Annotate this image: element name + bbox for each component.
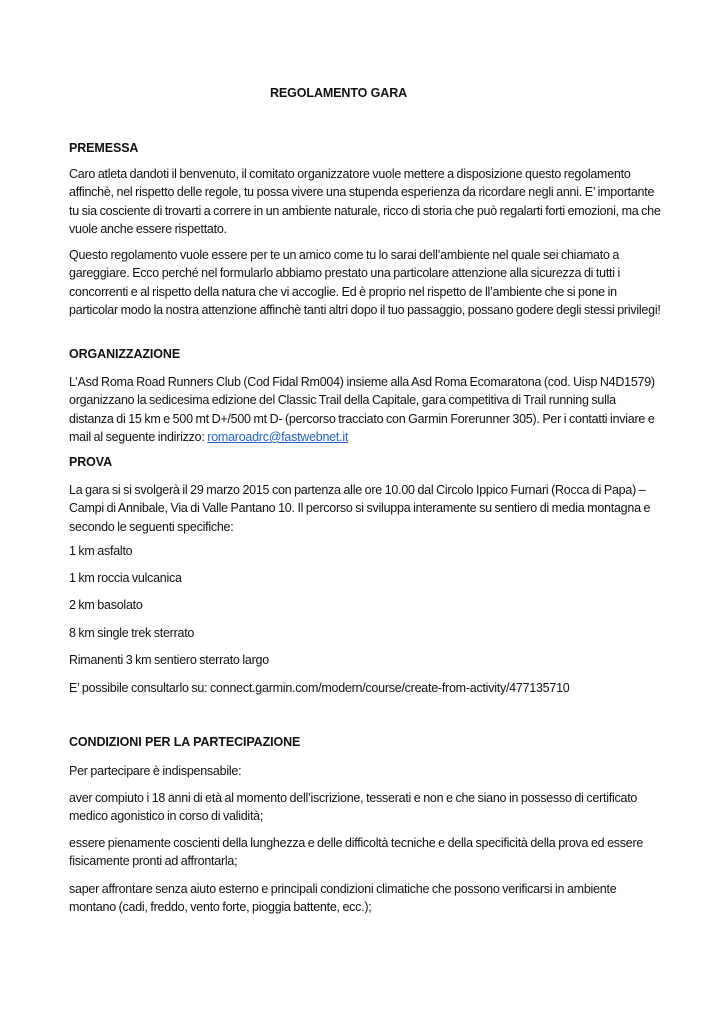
condizioni-item: saper affrontare senza aiuto esterno e principali condizioni climatiche che possono verificarsi in ambiente montano (cadi, freddo, vento forte, pioggia battente, ecc.); (69, 882, 617, 915)
prova-intro: La gara si si svolgerà il 29 marzo 2015 con partenza alle ore 10.00 dal Circolo Ippico Furnari (Rocca di Papa) – Campi di Annibale, Via di Valle Pantano 10. Il percorso si sviluppa interamente su sentiero di media montagna e secondo le seguenti specifiche: (69, 483, 651, 534)
prova-spec-item: 1 km asfalto (69, 544, 133, 558)
condizioni-item: essere pienamente coscienti della lunghezza e delle difficoltà tecniche e della specificità della prova ed essere fisicamente pronti ad affrontarla; (69, 836, 644, 869)
condizioni-intro: Per partecipare è indispensabile: (69, 764, 242, 778)
heading-organizzazione: ORGANIZZAZIONE (69, 347, 181, 361)
heading-prova: PROVA (69, 455, 113, 469)
heading-condizioni: CONDIZIONI PER LA PARTECIPAZIONE (69, 735, 301, 749)
document-title: REGOLAMENTO GARA (270, 86, 408, 100)
heading-premessa: PREMESSA (69, 141, 139, 155)
prova-spec-item: 8 km single trek sterrato (69, 626, 195, 640)
premessa-paragraph-1: Caro atleta dandoti il benvenuto, il comitato organizzatore vuole mettere a disposizione questo regolamento affinchè, nel rispetto delle regole, tu possa vivere una stupenda esperienza da ricordare negli anni. E’ importante tu sia cosciente di trovarti a correre in un ambiente naturale, ricco di storia che può regalarti forti emozioni, ma che vuole anche essere rispettato. (69, 167, 661, 236)
prova-spec-item: Rimanenti 3 km sentiero sterrato largo (69, 653, 269, 667)
contact-email-link[interactable]: romaroadrc@fastwebnet.it (207, 429, 349, 444)
prova-spec-item: 1 km roccia vulcanica (69, 571, 182, 585)
premessa-paragraph-2: Questo regolamento vuole essere per te un amico come tu lo sarai dell’ambiente nel quale sei chiamato a gareggiare. Ecco perché nel formularlo abbiamo prestato una particolare attenzione alla sicurezza di tutti i concorrenti e al rispetto della natura che vi accoglie. Ed è proprio nel rispetto de ll’ambiente che si pone in particolar modo la nostra attenzione affinchè tanti altri dopo il tuo passaggio, possano godere degli stessi privilegi! (69, 248, 661, 317)
prova-spec-item: 2 km basolato (69, 598, 143, 612)
prova-course-link-text: E’ possibile consultarlo su: connect.garmin.com/modern/course/create-from-activity/477135710 (69, 681, 570, 695)
condizioni-item: aver compiuto i 18 anni di età al momento dell’iscrizione, tesserati e non e che siano in possesso di certificato medico agonistico in corso di validità; (69, 791, 638, 824)
organizzazione-text: L’Asd Roma Road Runners Club (Cod Fidal Rm004) insieme alla Asd Roma Ecomaratona (cod. Uisp N4D1579) organizzano la sedicesima edizione del Classic Trail della Capitale, gara competitiva di Trail running sulla distanza di 15 km e 500 mt D+/500 mt D- (percorso tracciato con Garmin Forerunner 305). Per i contatti inviare e mail al seguente indirizzo: (69, 375, 655, 444)
organizzazione-paragraph (69, 373, 661, 446)
